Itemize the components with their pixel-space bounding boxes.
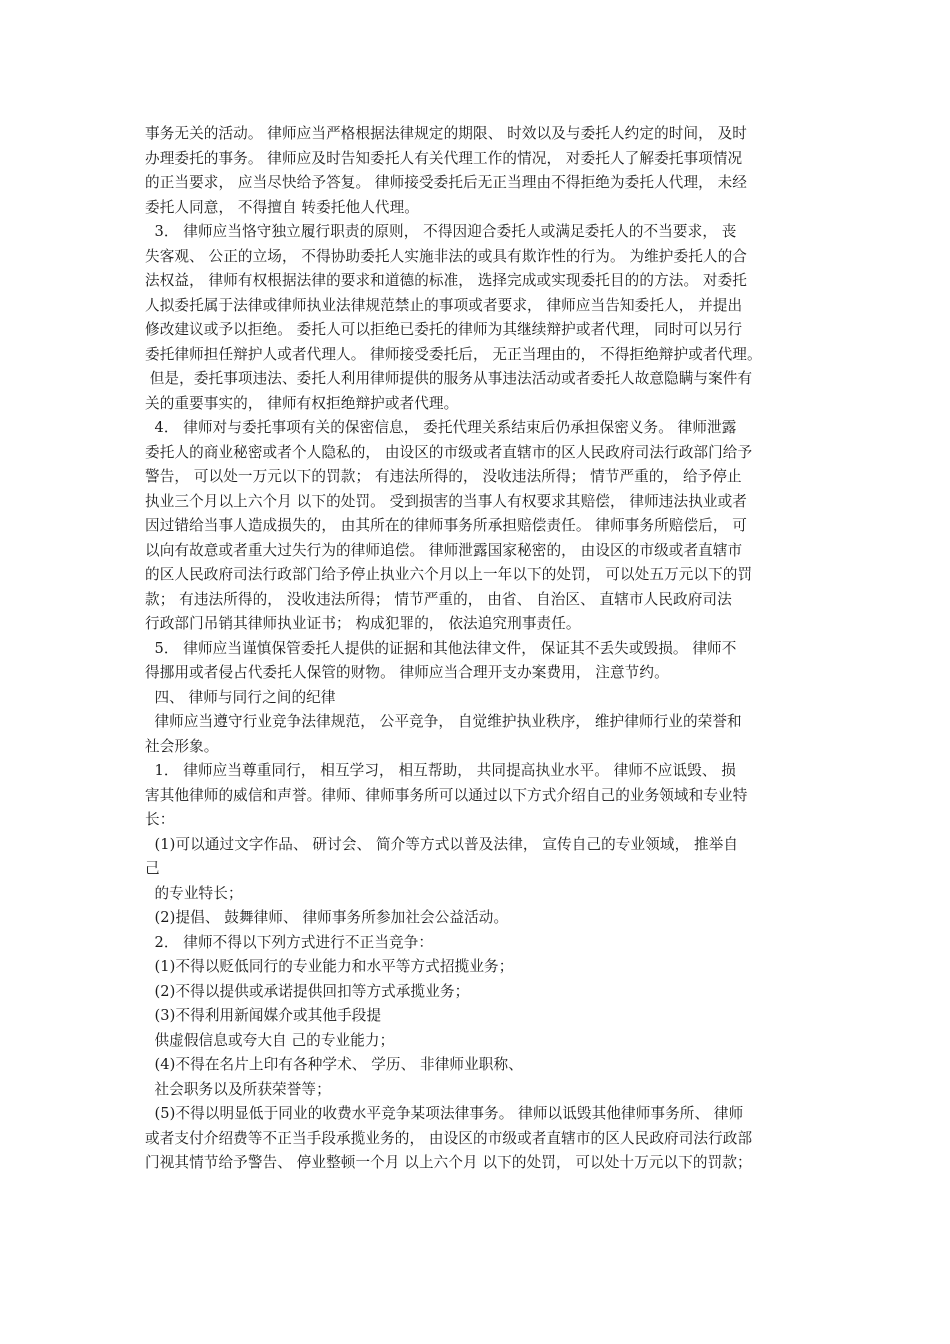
text-line: 因过错给当事人造成损失的， 由其所在的律师事务所承担赔偿责任。 律师事务所赔偿后， 可 [145,517,747,534]
text-line: 但是，委托事项违法、委托人利用律师提供的服务从事违法活动或者委托人故意隐瞒与案件有 [145,370,753,387]
text-line: 委托人同意， 不得擅自 转委托他人代理。 [145,198,419,216]
text-line: (2)提倡、 鼓舞律师、 律师事务所参加社会公益活动。 [145,909,509,926]
text-line: 律师应当遵守行业竞争法律规范， 公平竞争， 自觉维护执业秩序， 维护律师行业的荣誉和 [145,713,742,730]
text-line: 门视其情节给予警告、 停业整顿一个月 以上六个月 以下的处罚， 可以处十万元以下的罚款； [145,1154,752,1171]
document-body [145,122,813,1176]
text-line: 的正当要求， 应当尽快给予答复。 律师接受委托后无正当理由不得拒绝为委托人代理， 未经 [145,174,747,191]
text-line: (5)不得以明显低于同业的收费水平竞争某项法律事务。 律师以诋毁其他律师事务所、 律师 [145,1105,744,1122]
text-line: 社会职务以及所获荣誉等； [145,1080,331,1098]
text-line: 己 [145,860,160,877]
text-line: 1． 律师应当尊重同行， 相互学习， 相互帮助， 共同提高执业水平。 律师不应诋毁、 损 [145,762,736,779]
text-line: 办理委托的事务。 律师应及时告知委托人有关代理工作的情况， 对委托人了解委托事项情况 [145,149,743,167]
text-line: 人拟委托属于法律或律师执业法律规范禁止的事项或者要求， 律师应当告知委托人， 并提出 [145,296,743,314]
text-line: (1)可以通过文字作品、 研讨会、 简介等方式以普及法律， 宣传自己的专业领域， 推举自 [145,835,739,853]
text-line: 委托人的商业秘密或者个人隐私的， 由设区的市级或者直辖市的区人民政府司法行政部门给予 [145,443,753,461]
text-line: 以向有故意或者重大过失行为的律师追偿。 律师泄露国家秘密的， 由设区的市级或者直辖市 [145,541,743,559]
text-line: 4． 律师对与委托事项有关的保密信息， 委托代理关系结束后仍承担保密义务。 律师泄露 [145,419,737,436]
text-line: 得挪用或者侵占代委托人保管的财物。 律师应当合理开支办案费用， 注意节约。 [145,664,669,681]
text-line: 关的重要事实的， 律师有权拒绝辩护或者代理。 [145,394,459,412]
text-line: 失客观、 公正的立场， 不得协助委托人实施非法的或具有欺诈性的行为。 为维护委托人的合 [145,247,747,265]
text-line: 2． 律师不得以下列方式进行不正当竞争： [145,933,434,951]
text-line: 款； 有违法所得的， 没收违法所得； 情节严重的， 由省、 自治区、 直辖市人民政府司法 [145,590,732,608]
text-line: (1)不得以贬低同行的专业能力和水平等方式招揽业务； [145,958,514,975]
text-line: 5． 律师应当谨慎保管委托人提供的证据和其他法律文件， 保证其不丢失或毁损。 律师不 [145,639,737,657]
text-line: (4)不得在名片上印有各种学术、 学历、 非律师业职称、 [145,1056,523,1073]
text-line: 事务无关的活动。 律师应当严格根据法律规定的期限、 时效以及与委托人约定的时间， 及时 [145,125,747,142]
section-heading: 四、 律师与同行之间的纪律 [145,688,336,706]
text-line: 的专业特长； [145,884,243,902]
text-line: (2)不得以提供或承诺提供回扣等方式承揽业务； [145,982,470,1000]
text-line: 害其他律师的威信和声誉。律师、律师事务所可以通过以下方式介绍自己的业务领域和专业特 [145,786,748,804]
text-line: 3． 律师应当恪守独立履行职责的原则， 不得因迎合委托人或满足委托人的不当要求， 丧 [145,223,737,240]
text-line: 或者支付介绍费等不正当手段承揽业务的， 由设区的市级或者直辖市的区人民政府司法行政部 [145,1129,753,1147]
text-line: 委托律师担任辩护人或者代理人。 律师接受委托后， 无正当理由的， 不得拒绝辩护或者代理。 [145,345,762,363]
text-line: (3)不得利用新闻媒介或其他手段提 [145,1007,382,1024]
text-line: 修改建议或予以拒绝。 委托人可以拒绝已委托的律师为其继续辩护或者代理， 同时可以另行 [145,321,743,338]
text-line: 长： [145,811,175,828]
text-line: 社会形象。 [145,737,219,755]
text-line: 供虚假信息或夸大自 己的专业能力； [145,1031,395,1049]
text-line: 执业三个月以上六个月 以下的处罚。 受到损害的当事人有权要求其赔偿， 律师违法执业或者 [145,492,747,510]
text-line: 警告， 可以处一万元以下的罚款； 有违法所得的， 没收违法所得； 情节严重的， 给予停止 [145,468,742,485]
text-line: 行政部门吊销其律师执业证书； 构成犯罪的， 依法追究刑事责任。 [145,615,581,632]
text-line: 法权益， 律师有权根据法律的要求和道德的标准， 选择完成或实现委托目的的方法。 对委托 [145,272,747,289]
text-line: 的区人民政府司法行政部门给予停止执业六个月以上一年以下的处罚， 可以处五万元以下的罚 [145,566,753,583]
